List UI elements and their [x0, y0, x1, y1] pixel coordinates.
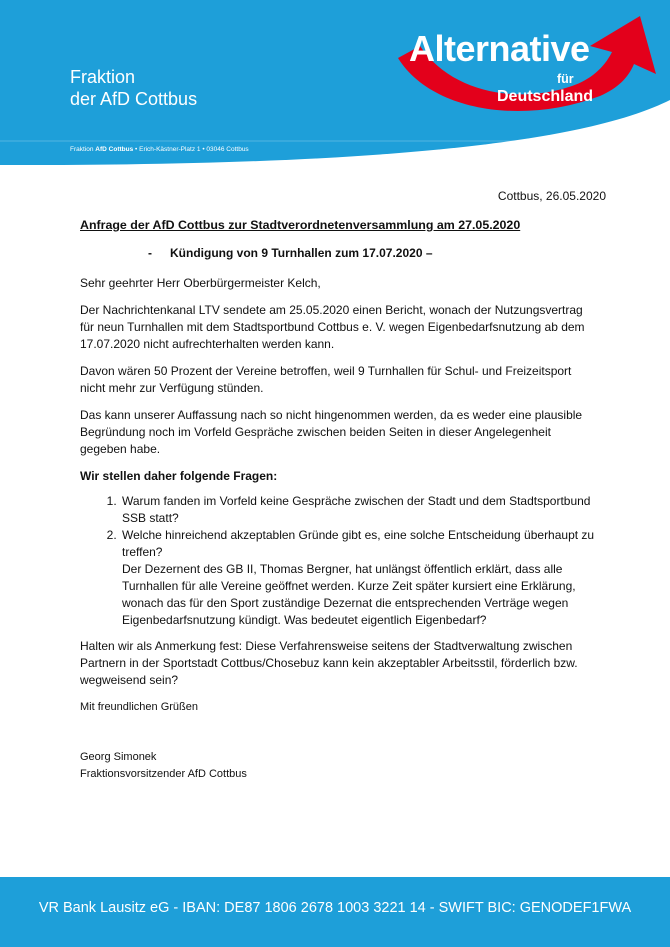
closing-paragraph: Halten wir als Anmerkung fest: Diese Verfahrensweise seitens der Stadtverwaltung zwischen Partnern in der Sportstadt Cottbus/Chosebuz kann kein akzeptabler Arbeitsstil, förderlich bzw. wegweisend sein?: [80, 639, 578, 687]
letter-subtitle: [80, 245, 600, 262]
bank-details: VR Bank Lausitz eG - IBAN: DE87 1806 2678 1003 3221 14 - SWIFT BIC: GENODEF1FWA: [38, 900, 632, 916]
letter-body: [80, 188, 606, 783]
address-suffix: • Erich-Kästner-Platz 1 • 03046 Cottbus: [133, 146, 249, 153]
logo-word-alternative: Alternative: [409, 28, 590, 69]
question-item-1: [120, 493, 600, 527]
fraktion-title: [70, 66, 197, 110]
footer-bar: [0, 877, 670, 947]
signer-name: Georg Simonek: [80, 751, 157, 763]
subtitle-text: Kündigung von 9 Turnhallen zum 17.07.2020 –: [170, 246, 433, 260]
sender-address-line: [70, 146, 249, 153]
paragraph-1: Der Nachrichtenkanal LTV sendete am 25.05.2020 einen Bericht, wonach der Nutzungsvertrag für neun Turnhallen mit dem Stadtsportbund Cottbus e. V. wegen Eigenbedarfsnutzung ab dem 17.07.2020 nicht aufrechterhalten werden kann.: [80, 303, 585, 351]
fraktion-line-2: der AfD Cottbus: [70, 89, 198, 109]
letterhead: [0, 0, 670, 168]
fraktion-line-1: Fraktion: [70, 67, 136, 87]
logo-word-deutschland: Deutschland: [497, 88, 594, 105]
question-2-detail: Der Dezernent des GB II, Thomas Bergner, hat unlängst öffentlich erklärt, dass alle Turnhallen für alle Vereine geöffnet werden. Kurze Zeit später kursiert eine Erklärung, wonach das für den Sport zuständige Dezernat die entsprechenden Verträge wegen Eigenbedarfsnutzung kündigt. Was bedeutet eigentlich Eigenbedarf?: [122, 562, 576, 627]
questions-intro: Wir stellen daher folgende Fragen:: [80, 469, 278, 483]
salutation: Sehr geehrter Herr Oberbürgermeister Kelch,: [80, 276, 321, 290]
paragraph-3: Das kann unserer Auffassung nach so nicht hingenommen werden, da es weder eine plausible Begründung noch im Vorfeld Gespräche zwischen beiden Seiten in dieser Angelegenheit gegeben habe.: [80, 408, 583, 456]
questions-list: [80, 493, 600, 629]
letter-date: Cottbus, 26.05.2020: [497, 189, 606, 203]
logo-word-fuer: für: [557, 72, 574, 86]
greeting: Mit freundlichen Grüßen: [80, 701, 198, 713]
address-prefix: Fraktion: [70, 146, 96, 153]
letter-title: Anfrage der AfD Cottbus zur Stadtverordnetenversammlung am 27.05.2020: [80, 218, 521, 232]
address-bold: AfD Cottbus: [95, 146, 134, 153]
question-item-2: [120, 527, 600, 629]
paragraph-2: Davon wären 50 Prozent der Vereine betroffen, weil 9 Turnhallen für Schul- und Freizeitsport nicht mehr zur Verfügung stünden.: [80, 364, 572, 395]
question-text-2: Welche hinreichend akzeptablen Gründe gibt es, eine solche Entscheidung überhaupt zu treffen?: [122, 528, 595, 559]
question-text-1: Warum fanden im Vorfeld keine Gespräche zwischen der Stadt und dem Stadtsportbund SSB statt?: [122, 494, 591, 525]
signer-title: Fraktionsvorsitzender AfD Cottbus: [80, 768, 247, 780]
subtitle-dash: -: [148, 246, 152, 260]
